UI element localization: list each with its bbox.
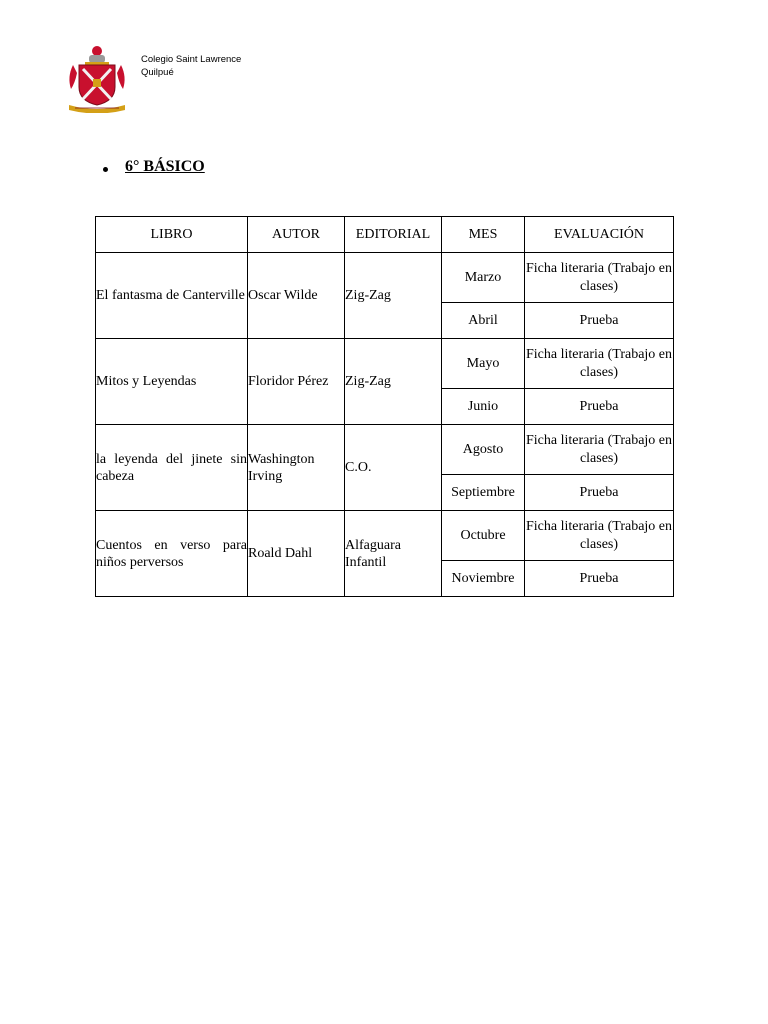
book-publisher: Zig-Zag <box>345 339 442 425</box>
book-author: Oscar Wilde <box>248 253 345 339</box>
table-row <box>96 425 674 475</box>
evaluation-cell: Prueba <box>525 303 674 339</box>
month-cell: Abril <box>442 303 525 339</box>
month-cell: Noviembre <box>442 561 525 597</box>
month-cell: Junio <box>442 389 525 425</box>
book-title: Mitos y Leyendas <box>96 339 248 425</box>
book-publisher: Alfaguara Infantil <box>345 511 442 597</box>
header-editorial: EDITORIAL <box>345 217 442 253</box>
book-author: Roald Dahl <box>248 511 345 597</box>
header-autor: AUTOR <box>248 217 345 253</box>
month-cell: Mayo <box>442 339 525 389</box>
month-cell: Marzo <box>442 253 525 303</box>
month-cell: Septiembre <box>442 475 525 511</box>
book-title: Cuentos en verso para niños perversos <box>96 511 248 597</box>
month-cell: Agosto <box>442 425 525 475</box>
school-header <box>141 53 241 79</box>
book-title: la leyenda del jinete sin cabeza <box>96 425 248 511</box>
header-mes: MES <box>442 217 525 253</box>
table-row <box>96 253 674 303</box>
section-title: 6° BÁSICO <box>125 158 205 175</box>
school-name: Colegio Saint Lawrence <box>141 54 242 65</box>
school-crest-icon <box>67 43 127 113</box>
table-row <box>96 339 674 389</box>
evaluation-cell: Ficha literaria (Trabajo en clases) <box>525 339 674 389</box>
reading-list-table <box>95 216 674 597</box>
book-publisher: Zig-Zag <box>345 253 442 339</box>
evaluation-cell: Ficha literaria (Trabajo en clases) <box>525 511 674 561</box>
evaluation-cell: Ficha literaria (Trabajo en clases) <box>525 253 674 303</box>
school-city: Quilpué <box>141 67 174 78</box>
book-publisher: C.O. <box>345 425 442 511</box>
book-title: El fantasma de Canterville <box>96 253 248 339</box>
bullet-icon <box>103 167 108 172</box>
table-header-row <box>96 217 674 253</box>
header-libro: LIBRO <box>96 217 248 253</box>
header-evaluacion: EVALUACIÓN <box>525 217 674 253</box>
evaluation-cell: Prueba <box>525 389 674 425</box>
table-row <box>96 511 674 561</box>
evaluation-cell: Prueba <box>525 475 674 511</box>
book-author: Floridor Pérez <box>248 339 345 425</box>
month-cell: Octubre <box>442 511 525 561</box>
book-author: Washington Irving <box>248 425 345 511</box>
evaluation-cell: Ficha literaria (Trabajo en clases) <box>525 425 674 475</box>
evaluation-cell: Prueba <box>525 561 674 597</box>
